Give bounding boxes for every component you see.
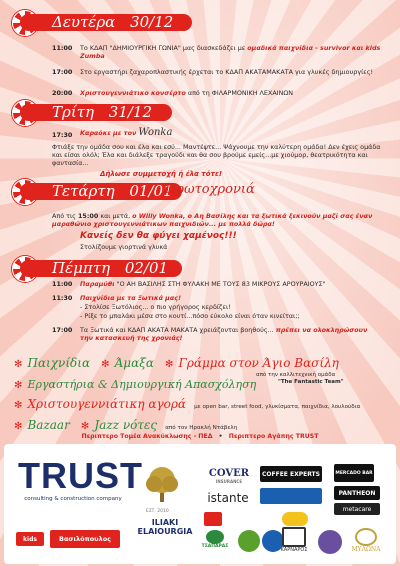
mylona-logo: ΜΥΛΩΝΑ bbox=[344, 528, 388, 556]
event-text: Στο εργαστήρι ζαχαροπλαστικής έρχεται το ΚΔΑΠ ΑΚΑΤΑΜΑΚΑΤΑ για γλυκές δημιουργίες! bbox=[80, 68, 374, 76]
day-name: Τρίτη bbox=[52, 103, 94, 121]
snowflake-icon: ✻ bbox=[165, 359, 174, 370]
snowflake-icon: ✻ bbox=[14, 380, 23, 391]
blue-sponsor-logo bbox=[260, 488, 322, 504]
karnaros-icon bbox=[282, 527, 306, 547]
activities-row-4: ✻ Bazaar ✻ Jazz νότες από τον Ηρακλή Ντάβελη bbox=[14, 418, 238, 432]
trust-logo: TRUST consulting & construction company bbox=[18, 455, 143, 502]
event-title: Καραόκε με τον Wonka bbox=[80, 127, 173, 138]
event-time: 17:00 bbox=[52, 68, 73, 76]
event-shout: Κανείς δεν θα φύγει χαμένος!!! bbox=[80, 231, 237, 241]
snowflake-icon: ✻ bbox=[101, 359, 110, 370]
day-banner-tuesday bbox=[20, 104, 172, 121]
event-description: Φτιάξε την ομάδα σου και έλα και εσύ... Μαντέψτε... Ψάχνουμε την καλύτερη ομάδα! Δεν έχεις ομάδα και είσαι ολόλ; Έλα και διάλεξε τραγούδι και θα σου βρούμε εμείς...με χιούμορ, θεατρικότητα και φαντασία... bbox=[52, 143, 381, 167]
day-banner-monday bbox=[20, 14, 192, 31]
day-date: 01/01 bbox=[129, 182, 173, 200]
day-name: Τετάρτη bbox=[52, 182, 115, 200]
event-intro: Από τις 15:00 και μετά, ο Willy Wonka, ο Αη Βασίλης και τα ξωτικά ξεκινούν μαζί σας έναν μαραθώνιο χριστουγεννιάτικων παιχνιδιών... με πολλά δώρα! bbox=[52, 212, 373, 228]
metacare-logo: metacare bbox=[334, 503, 380, 515]
snowflake-icon: ✻ bbox=[14, 421, 23, 432]
event-closing: Στολίζουμε γιορτινά γλυκά bbox=[80, 243, 168, 251]
vasilopoulos-logo: Βασιλόπουλος bbox=[50, 530, 120, 548]
iliaki-logo bbox=[136, 462, 188, 508]
event-time: 11:30 bbox=[52, 294, 73, 302]
snowflake-icon: ✻ bbox=[14, 400, 23, 411]
event-text: Χριστουγεννιάτικο κονσέρτο από τη ΦΙΛΑΡΜΟΝΙΚΗ ΛΕΧΑΙΝΩΝ bbox=[80, 89, 294, 97]
iliaki-year: ΕΣΤ. 2010 bbox=[146, 509, 169, 514]
day-banner-thursday bbox=[20, 260, 182, 277]
event-text: Παραμύθι "Ο ΑΗ ΒΑΣΙΛΗΣ ΣΤΗ ΦΥΛΑΚΗ ΜΕ ΤΟΥΣ 83 ΜΙΚΡΟΥΣ ΑΡΟΥΡΑΙΟΥΣ" bbox=[80, 280, 326, 288]
event-line: - Ρίξε το μπαλάκι μέσα στο κουτί...πόσο εύκολο είναι όταν κινείται;; bbox=[80, 312, 300, 320]
event-time: 20:00 bbox=[52, 89, 73, 97]
iliaki-name: ILIAKI ELAIOURGIA bbox=[137, 518, 193, 536]
mill-icon bbox=[355, 528, 377, 546]
event-line: - Στολίσε Ξωτόλιος... ο πιο γρήγορος κερδίζει! bbox=[80, 303, 231, 311]
day-date: 02/01 bbox=[124, 259, 169, 277]
purple-circle-logo bbox=[318, 530, 342, 554]
event-time: 11:00 bbox=[52, 44, 73, 52]
snowflake-icon: ✻ bbox=[80, 421, 90, 432]
day-date: 31/12 bbox=[108, 103, 153, 121]
activities-row-3: ✻ Χριστουγεννιάτικη αγορά με open bar, street food, γλυκίσματα, παιχνίδια, λουλούδια bbox=[14, 397, 361, 411]
pantheon-logo: PANTHEON bbox=[334, 486, 380, 500]
event-title: Παιχνίδια με τα Ξωτικά μας! bbox=[80, 294, 181, 302]
workshops-credit: από την καλλιτεχνική ομάδα "The Fantastic Team" bbox=[256, 372, 344, 385]
tsaparas-logo: ΤΣΑΠΑΡΑΣ bbox=[198, 530, 232, 556]
sponsor-yellow-logo bbox=[282, 512, 308, 526]
coffee-experts-logo: COFFEE EXPERTS bbox=[260, 466, 322, 482]
day-name: Πέμπτη bbox=[52, 259, 111, 277]
wonka-logo: Wonka bbox=[138, 127, 173, 138]
kids-logo: kids bbox=[16, 532, 44, 546]
activities-row-2: ✻ Εργαστήρια & Δημιουργική Απασχόληση bbox=[14, 378, 257, 391]
event-time: 11:00 bbox=[52, 280, 73, 288]
green-circle-logo bbox=[238, 530, 260, 552]
cover-logo: COVER INSURANCE bbox=[204, 466, 254, 486]
snowflake-icon: ✻ bbox=[14, 359, 23, 370]
activities-row-1: ✻ Παιχνίδια ✻ Άμαξα ✻ Γράμμα στον Άγιο Βασίλη bbox=[14, 356, 339, 370]
istante-logo: istante bbox=[200, 490, 256, 506]
event-time: 17:00 bbox=[52, 326, 73, 334]
mercado-logo: MERCADO BAR bbox=[334, 464, 374, 482]
organizers: Περιπτερο Τομέα Ανακύκλωσης - ΠΕΔ • Περιπτερο Αγάπης TRUST bbox=[81, 433, 319, 440]
event-time: 17:30 bbox=[52, 131, 73, 139]
day-name: Δευτέρα bbox=[52, 13, 116, 31]
day-banner-wednesday bbox=[20, 183, 182, 200]
event-text: Το ΚΔΑΠ "ΔΗΜΙΟΥΡΓΙΚΗ ΓΩΝΙΑ" μας διασκεδάζει με ομαδικά παιχνίδια - survivor και kids Zumba bbox=[80, 44, 381, 60]
olive-tree-icon bbox=[136, 462, 188, 508]
event-tagline: Δήλωσε συμμετοχή ή έλα τότε! bbox=[100, 170, 223, 178]
holiday-title: Πρωτοχρονιά bbox=[165, 182, 255, 197]
karnaros-logo: ΚΑΡΝΑΡΟΣ bbox=[272, 527, 316, 555]
event-text: Τα Ξωτικά και ΚΔΑΠ ΑΚΑΤΑ ΜΑΚΑΤΑ χρειάζονται βοηθούς... πρέπει να ολοκληρώσουν την κατασκευή της χρονιάς! bbox=[80, 326, 368, 342]
day-date: 30/12 bbox=[130, 13, 174, 31]
sponsor-red-logo bbox=[204, 512, 222, 526]
leaf-icon bbox=[206, 530, 224, 544]
